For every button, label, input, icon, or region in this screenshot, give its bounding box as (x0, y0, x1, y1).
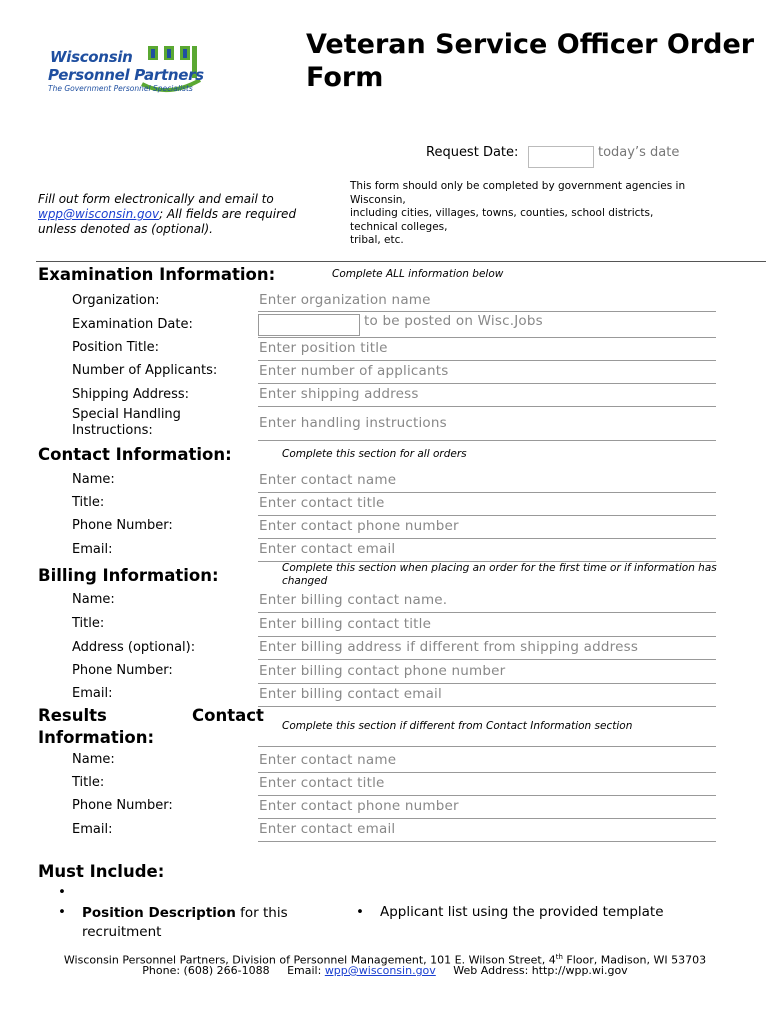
empty-bullet: • (58, 884, 66, 900)
instructions-text-1: Fill out form electronically and email to (38, 192, 274, 206)
field-underline (258, 772, 716, 773)
results-title-input[interactable]: Enter contact title (259, 775, 385, 791)
billing-phone-input[interactable]: Enter billing contact phone number (259, 663, 506, 679)
contact-email-input[interactable]: Enter contact email (259, 541, 396, 557)
billing-email-label: Email: (72, 686, 113, 701)
bullet-icon: • (356, 904, 364, 920)
results-title-label: Title: (72, 775, 105, 790)
handling-input[interactable]: Enter handling instructions (259, 415, 447, 431)
item1-rest-2: recruitment (82, 924, 162, 940)
shipping-address-input[interactable]: Enter shipping address (259, 386, 419, 402)
exam-date-input[interactable] (258, 314, 360, 336)
footer-address-sup: th (555, 953, 563, 961)
logo-text-line1: Wisconsin (50, 48, 133, 66)
field-underline (258, 818, 716, 819)
field-underline (258, 659, 716, 660)
wpp-logo (44, 38, 204, 100)
request-date-label: Request Date: (426, 145, 519, 160)
field-underline (258, 795, 716, 796)
bullet-icon: • (58, 904, 66, 920)
field-underline (258, 492, 716, 493)
contact-phone-label: Phone Number: (72, 518, 173, 533)
field-underline (258, 841, 716, 842)
results-name-input[interactable]: Enter contact name (259, 752, 397, 768)
field-underline (258, 636, 716, 637)
footer-web: Web Address: http://wpp.wi.gov (453, 964, 628, 977)
eligibility-line: This form should only be completed by government agencies in (350, 180, 686, 192)
billing-note-line2: changed (282, 575, 328, 587)
request-date-hint: today’s date (598, 145, 680, 160)
field-underline (258, 683, 716, 684)
eligibility-line: including cities, villages, towns, counties, school districts, (350, 207, 654, 219)
field-underline (258, 440, 716, 441)
results-heading-word3: Information: (38, 728, 155, 747)
billing-title-label: Title: (72, 616, 105, 631)
item1-bold: Position Description (82, 905, 236, 921)
contact-note: Complete this section for all orders (282, 448, 467, 460)
billing-email-input[interactable]: Enter billing contact email (259, 686, 442, 702)
field-underline (258, 612, 716, 613)
handling-label-line1: Special Handling (72, 407, 181, 422)
billing-heading: Billing Information: (38, 566, 219, 585)
billing-note (282, 562, 717, 588)
billing-name-label: Name: (72, 592, 115, 607)
results-phone-input[interactable]: Enter contact phone number (259, 798, 459, 814)
must-include-item-1 (82, 904, 322, 942)
contact-name-input[interactable]: Enter contact name (259, 472, 397, 488)
contact-title-label: Title: (72, 495, 105, 510)
field-underline (258, 337, 716, 338)
must-include-heading: Must Include: (38, 862, 165, 881)
field-underline (258, 360, 716, 361)
contact-name-label: Name: (72, 472, 115, 487)
field-underline (258, 746, 716, 747)
examination-heading: Examination Information: (38, 265, 276, 284)
eligibility-note (350, 180, 730, 248)
results-note: Complete this section if different from Contact Information section (282, 720, 633, 732)
results-email-input[interactable]: Enter contact email (259, 821, 396, 837)
field-underline (258, 406, 716, 407)
footer-contact (0, 964, 770, 978)
logo-text-line2: Personnel Partners (48, 66, 204, 84)
footer-phone: Phone: (608) 266-1088 (142, 964, 270, 977)
exam-date-hint: to be posted on Wisc.Jobs (364, 313, 543, 329)
handling-label-line2: Instructions: (72, 423, 153, 438)
footer-email-link[interactable]: wpp@wisconsin.gov (324, 964, 436, 977)
results-email-label: Email: (72, 822, 113, 837)
contact-phone-input[interactable]: Enter contact phone number (259, 518, 459, 534)
results-name-label: Name: (72, 752, 115, 767)
email-link[interactable]: wpp@wisconsin.gov (38, 207, 160, 221)
section-divider (36, 261, 766, 262)
billing-title-input[interactable]: Enter billing contact title (259, 616, 432, 632)
footer-address-b: Floor, Madison, WI 53703 (562, 953, 707, 967)
logo-tagline: The Government Personnel Specialists (48, 84, 193, 93)
field-underline (258, 311, 716, 312)
item1-rest-1: for this (235, 905, 288, 921)
billing-address-label: Address (optional): (72, 640, 196, 655)
results-phone-label: Phone Number: (72, 798, 173, 813)
billing-address-input[interactable]: Enter billing address if different from shipping address (259, 639, 639, 655)
billing-note-line1: Complete this section when placing an order for the first time or if information has (282, 562, 717, 574)
must-include-item-2: Applicant list using the provided template (380, 904, 664, 920)
instructions-text-2: ; All fields are required unless denoted as (optional). (38, 207, 297, 236)
eligibility-line: Wisconsin, (350, 193, 406, 206)
billing-phone-label: Phone Number: (72, 663, 173, 678)
page-title: Veteran Service Officer Order Form (306, 29, 755, 93)
contact-heading: Contact Information: (38, 445, 232, 464)
results-heading-word2: Contact (192, 706, 264, 725)
footer-address-a: Wisconsin Personnel Partners, Division of Personnel Management, 101 E. Wilson Street, 4 (63, 953, 556, 967)
results-heading-word1: Results (38, 706, 107, 725)
billing-name-input[interactable]: Enter billing contact name. (259, 592, 448, 608)
position-title-input[interactable]: Enter position title (259, 340, 388, 356)
contact-email-label: Email: (72, 542, 113, 557)
request-date-input[interactable] (528, 146, 594, 168)
eligibility-line: technical colleges, (350, 220, 448, 233)
field-underline (258, 383, 716, 384)
eligibility-line: tribal, etc. (350, 234, 404, 246)
field-underline (258, 515, 716, 516)
applicants-label: Number of Applicants: (72, 363, 218, 378)
organization-input[interactable]: Enter organization name (259, 292, 431, 308)
exam-date-label: Examination Date: (72, 317, 193, 332)
organization-label: Organization: (72, 293, 160, 308)
contact-title-input[interactable]: Enter contact title (259, 495, 385, 511)
examination-note: Complete ALL information below (332, 268, 504, 280)
applicants-input[interactable]: Enter number of applicants (259, 363, 449, 379)
handling-label (72, 407, 181, 439)
shipping-address-label: Shipping Address: (72, 387, 189, 402)
footer-email-label: Email: (287, 964, 325, 977)
field-underline (258, 706, 716, 707)
position-title-label: Position Title: (72, 340, 159, 355)
field-underline (258, 538, 716, 539)
instructions-note (38, 192, 328, 237)
